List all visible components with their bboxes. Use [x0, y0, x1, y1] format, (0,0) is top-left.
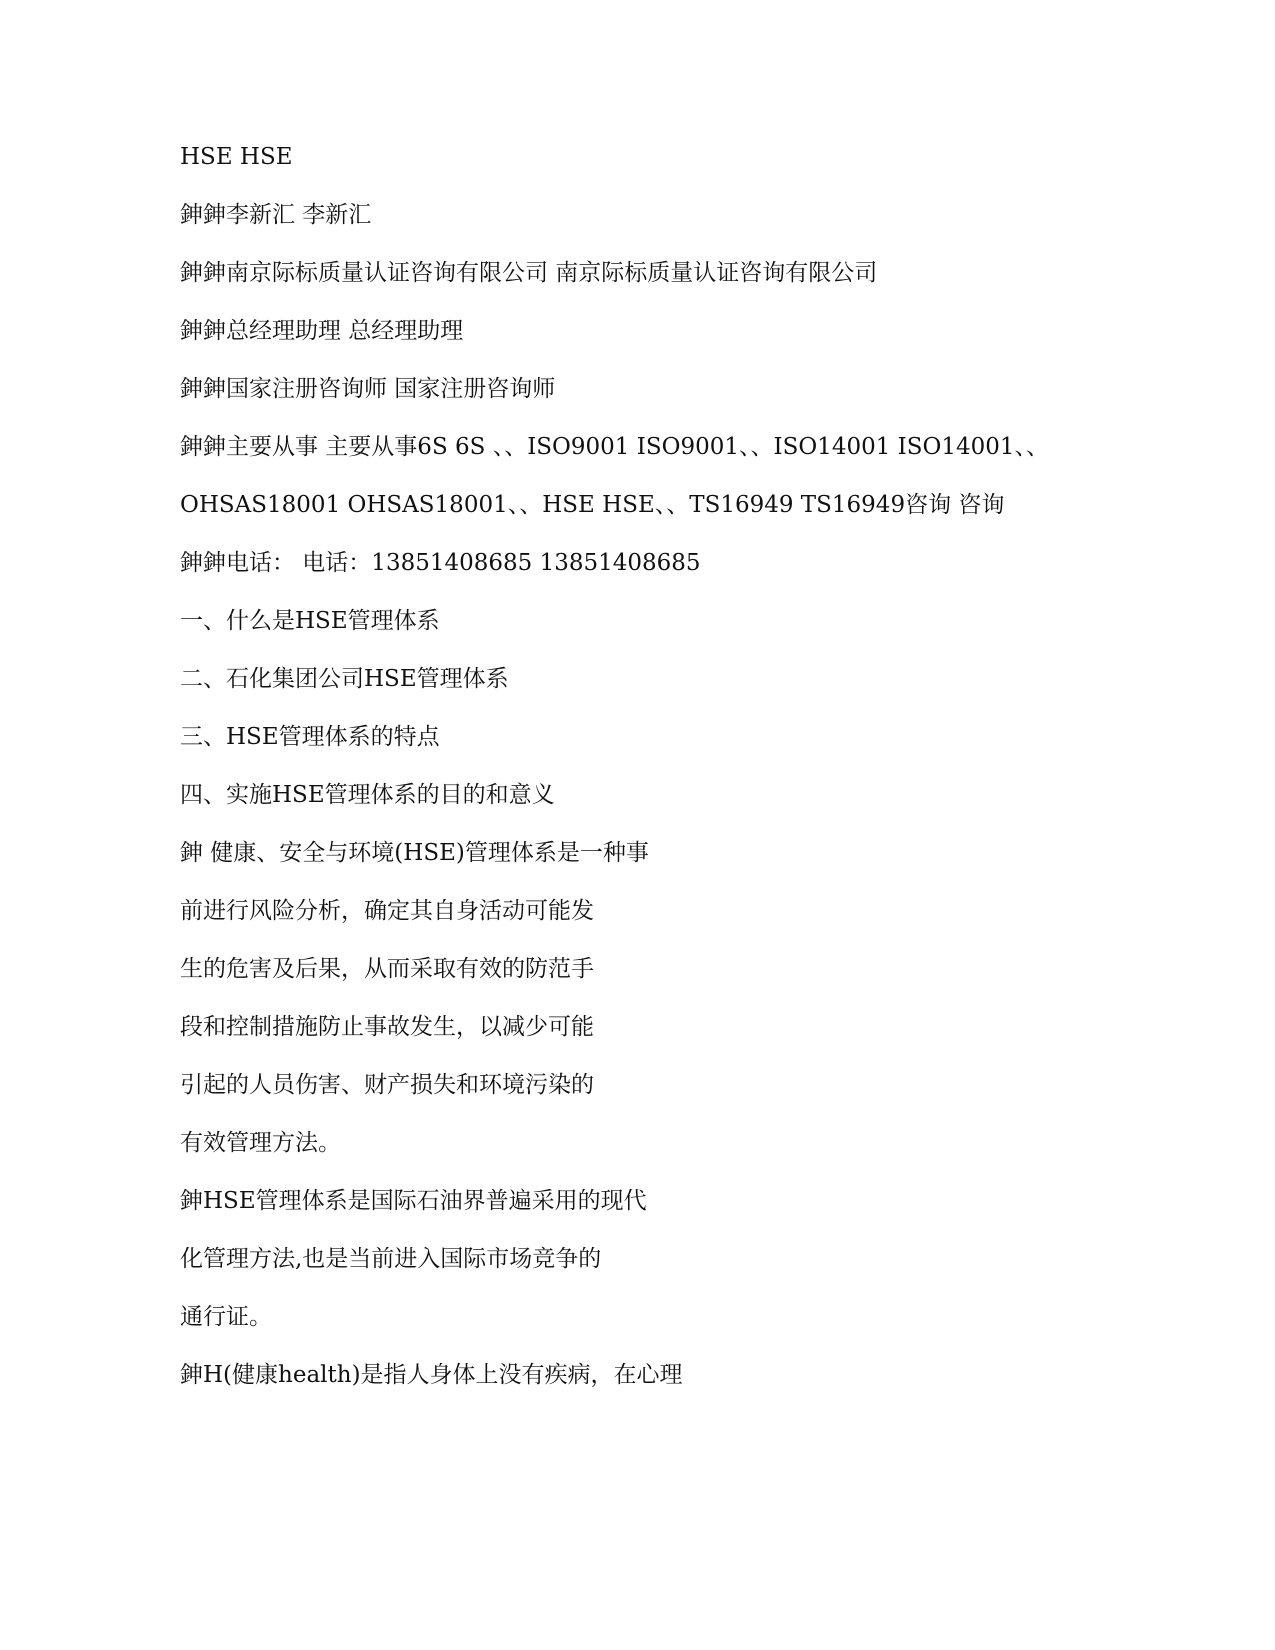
document-body	[180, 140, 1080, 1416]
paragraph-line: 鉮 健康、安全与环境(HSE)管理体系是一种事	[180, 840, 649, 866]
business-line: 鉮鉮主要从事 主要从事6S 6S 、、ISO9001 ISO9001、、ISO14001 ISO14001、、	[180, 434, 1050, 460]
paragraph-line: 有效管理方法。	[180, 1130, 341, 1156]
paragraph-line: 鉮HSE管理体系是国际石油界普遍采用的现代	[180, 1188, 647, 1214]
author-line: 鉮鉮李新汇 李新汇	[180, 202, 372, 228]
toc-item-4: 四、实施HSE管理体系的目的和意义	[180, 782, 555, 808]
paragraph-line: 段和控制措施防止事故发生，以减少可能	[180, 1014, 594, 1040]
toc-item-3: 三、HSE管理体系的特点	[180, 724, 440, 750]
paragraph-line: 前进行风险分析，确定其自身活动可能发	[180, 898, 594, 924]
paragraph-line: 引起的人员伤害、财产损失和环境污染的	[180, 1072, 594, 1098]
toc-item-1: 一、什么是HSE管理体系	[180, 608, 440, 634]
position-line: 鉮鉮总经理助理 总经理助理	[180, 318, 464, 344]
paragraph-line: 生的危害及后果，从而采取有效的防范手	[180, 956, 594, 982]
phone-line: 鉮鉮电话： 电话：13851408685 13851408685	[180, 550, 701, 576]
business-line-continued: OHSAS18001 OHSAS18001、、HSE HSE、、TS16949 TS16949咨询 咨询	[180, 492, 1005, 518]
paragraph-line: 鉮H(健康health)是指人身体上没有疾病，在心理	[180, 1362, 683, 1388]
paragraph-line: 化管理方法,也是当前进入国际市场竞争的	[180, 1246, 602, 1272]
toc-item-2: 二、石化集团公司HSE管理体系	[180, 666, 509, 692]
paragraph-line: 通行证。	[180, 1304, 272, 1330]
header-line: HSE HSE	[180, 144, 293, 170]
qualification-line: 鉮鉮国家注册咨询师 国家注册咨询师	[180, 376, 556, 402]
company-line: 鉮鉮南京际标质量认证咨询有限公司 南京际标质量认证咨询有限公司	[180, 260, 878, 286]
